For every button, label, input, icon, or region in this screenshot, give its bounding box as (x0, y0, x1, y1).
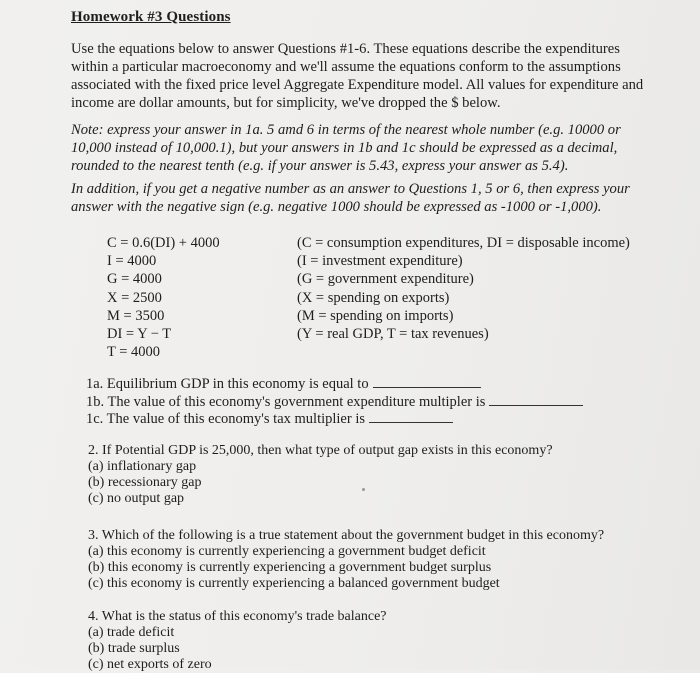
answer-blank-1b[interactable] (489, 393, 583, 406)
definitions-list (297, 234, 630, 343)
question-3-option-b[interactable]: (b) this economy is currently experiencing a government budget surplus (88, 560, 492, 575)
question-3-option-c[interactable]: (c) this economy is currently experiencing a balanced government budget (88, 576, 500, 591)
definition-government: (G = government expenditure) (297, 271, 474, 288)
question-4-option-a[interactable]: (a) trade deficit (88, 625, 175, 640)
definition-gdp-taxes: (Y = real GDP, T = tax revenues) (297, 326, 489, 343)
question-1c (86, 410, 583, 428)
question-1a (86, 375, 583, 393)
intro-paragraph: Use the equations below to answer Questions #1-6. These equations describe the expenditures within a particular macroeconomy and we'll assume the equations conform to the assumptions associated with the fixed price level Aggregate Expenditure model. All values for expenditure and income are dollar amounts, but for simplicity, we've dropped the $ below. (71, 41, 644, 111)
question-3 (88, 528, 604, 592)
equation-taxes: T = 4000 (107, 344, 161, 361)
question-2 (88, 443, 553, 507)
equation-government: G = 4000 (107, 271, 162, 288)
question-4-stem: 4. What is the status of this economy's trade balance? (88, 609, 387, 624)
definition-imports: (M = spending on imports) (297, 307, 454, 324)
question-1 (86, 375, 583, 428)
equation-investment: I = 4000 (107, 253, 157, 270)
question-2-option-c[interactable]: (c) no output gap (88, 491, 185, 506)
stray-mark (362, 488, 365, 491)
question-2-option-b[interactable]: (b) recessionary gap (88, 475, 202, 490)
question-1b (86, 393, 583, 411)
equation-consumption: C = 0.6(DI) + 4000 (107, 235, 220, 251)
equations-list (107, 234, 220, 361)
note-paragraph: Note: express your answer in 1a. 5 amd 6 in terms of the nearest whole number (e.g. 10000 or 10,000 instead of 10,000.1), but your answers in 1b and 1c should be expressed as a decimal, rounded to the nearest tenth (e.g. if your answer is 5.43, express your answer as 5.4). (71, 122, 621, 174)
page-title: Homework #3 Questions (71, 9, 231, 25)
equation-imports: M = 3500 (107, 307, 165, 324)
question-1c-text: 1c. The value of this economy's tax multiplier is (86, 411, 365, 427)
question-4 (88, 609, 387, 673)
question-1b-text: 1b. The value of this economy's government expenditure multipler is (86, 393, 486, 410)
question-2-stem: 2. If Potential GDP is 25,000, then what type of output gap exists in this economy? (88, 443, 553, 458)
definition-consumption: (C = consumption expenditures, DI = disposable income) (297, 235, 630, 251)
definition-investment: (I = investment expenditure) (297, 253, 463, 270)
definition-exports: (X = spending on exports) (297, 289, 450, 306)
question-2-option-a[interactable]: (a) inflationary gap (88, 459, 197, 474)
question-3-stem: 3. Which of the following is a true statement about the government budget in this economy? (88, 528, 605, 543)
question-4-option-b[interactable]: (b) trade surplus (88, 641, 180, 656)
question-1a-text: 1a. Equilibrium GDP in this economy is equal to (86, 376, 369, 392)
addition-paragraph: In addition, if you get a negative number as an answer to Questions 1, 5 or 6, then express your answer with the negative sign (e.g. negative 1000 should be expressed as -1000 or -1,000). (71, 181, 630, 215)
answer-blank-1a[interactable] (373, 375, 481, 388)
question-3-option-a[interactable]: (a) this economy is currently experiencing a government budget deficit (88, 544, 486, 559)
answer-blank-1c[interactable] (369, 410, 453, 423)
question-4-option-c[interactable]: (c) net exports of zero (88, 657, 212, 672)
equation-exports: X = 2500 (107, 289, 162, 306)
equation-disposable-income: DI = Y − T (107, 326, 172, 343)
